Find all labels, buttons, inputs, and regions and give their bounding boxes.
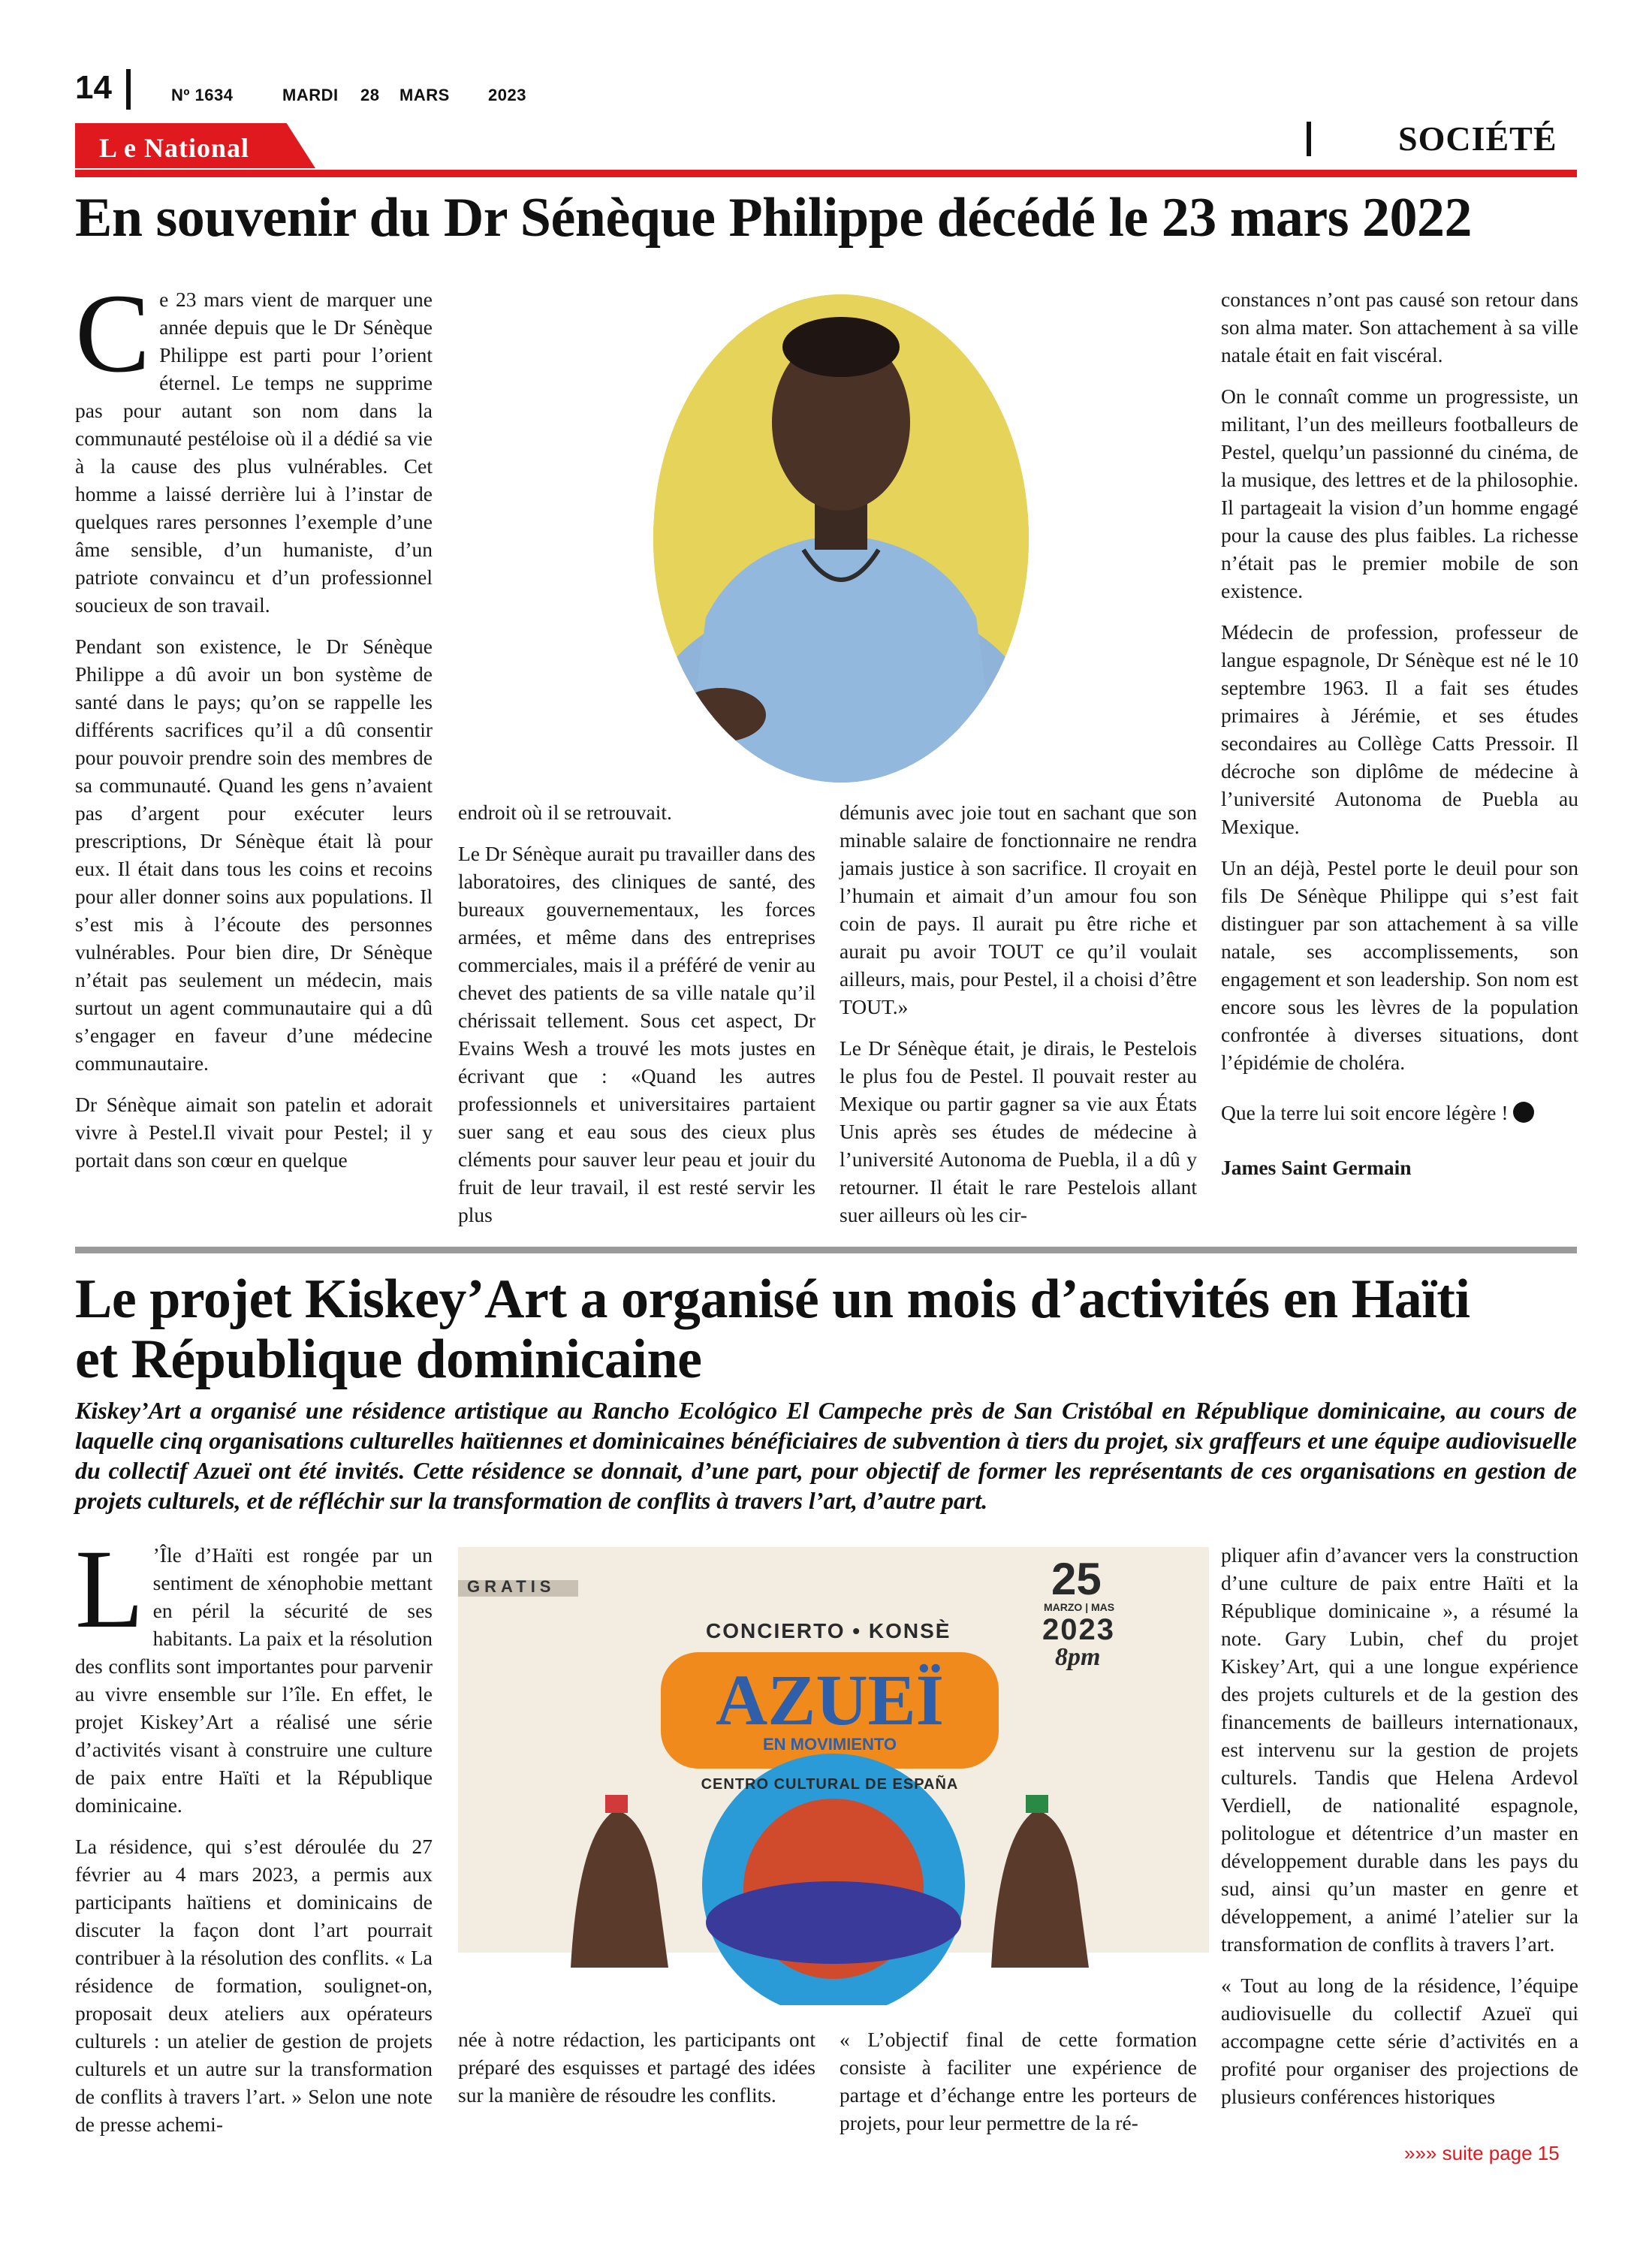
article1-headline: En souvenir du Dr Sénèque Philippe décédé le 23 mars 2022	[75, 187, 1473, 249]
article1-paragraph: On le connaît comme un progressiste, un militant, l’un des meilleurs footballeurs de Pestel, quelqu’un passionné du cinéma, de la musique, des lettres et de la philosophie. Il partageait la vision d’un homme engagé pour la cause des plus faibles. La richesse n’était pas le premier mobile de son existence.	[1221, 385, 1578, 602]
article2-headline-line2: et République dominicaine	[75, 1329, 702, 1390]
end-mark-icon	[1513, 1102, 1534, 1123]
article1-column-2	[458, 798, 815, 1242]
article-divider	[75, 1247, 1577, 1253]
article2-paragraph: « L’objectif final de cette formation consiste à faciliter une expérience de partage et d’échange entre les porteurs de projets, pour leur permettre de la ré-	[840, 2028, 1197, 2134]
article1-paragraph: Médecin de profession, professeur de langue espagnole, Dr Sénèque est né le 10 septembre 1963. Il a fait ses études primaires à Jérémie, et ses études secondaires au Collège Catts Pressoir. Il décroche son diplôme de médecine à l’université Autonoma de Puebla au Mexique.	[1221, 620, 1578, 838]
article1-paragraph: Un an déjà, Pestel porte le deuil pour son fils De Sénèque Philippe qui s’est fait distinguer par son attachement à sa ville natale, ses accomplissements, son engagement et son leadership. Son nom est encore sous les lèvres de la population confrontée à diverses situations, dont l’épidémie de choléra.	[1221, 856, 1578, 1074]
issue-number: Nº 1634	[171, 86, 234, 104]
page-number: 14	[75, 69, 112, 106]
page-number-divider	[126, 69, 131, 110]
article1-column-1	[75, 271, 433, 1187]
poster-venue: CENTRO CULTURAL DE ESPAÑA	[701, 1776, 959, 1793]
article2-paragraph: La résidence, qui s’est déroulée du 27 février au 4 mars 2023, a permis aux participants haïtiens et dominicains de discuter la façon dont l’art pourrait contribuer à la résolution des conflits. « La résidence de formation, soulignet-on, proposait deux ateliers aux opérateurs culturels : un atelier de gestion de projets culturels et un autre sur la transformation de conflits à travers l’art. » Selon une note de presse achemi-	[75, 1835, 433, 2136]
poster-time: 8pm	[1055, 1643, 1101, 1671]
poster-subtitle: CONCIERTO • KONSÈ	[706, 1619, 951, 1642]
brand-name: L e National	[99, 133, 250, 163]
article2-paragraph: « Tout au long de la résidence, l’équipe audiovisuelle du collectif Azueï qui accompagne cette série d’activités en a profité pour organiser des projections de plusieurs conférences historiques	[1221, 1974, 1578, 2108]
article2-lede: Kiskey’Art a organisé une résidence artistique au Rancho Ecológico El Campeche près de San Cristóbal en République dominicaine, au cours de laquelle cinq organisations culturelles haïtiennes et dominicaines bénéficiaires de subvention à tiers du projet, six graffeurs et une équipe audiovisuelle du collectif Azueï ont été invités. Cette résidence se donnait, d’une part, pour objectif de former les représentants de ces organisations en gestion de projets culturels, et de réfléchir sur la transformation de conflits à travers l’art, d’autre part.	[75, 1397, 1577, 1514]
article2-dropcap: L	[75, 1527, 144, 1651]
date-year: 2023	[488, 86, 526, 104]
article1-author: James Saint Germain	[1221, 1156, 1412, 1179]
article1-paragraph: endroit où il se retrouvait.	[458, 801, 672, 824]
event-poster	[458, 1547, 1209, 2005]
article2-column-1	[75, 1527, 433, 2152]
article2-headline	[75, 1269, 1577, 1389]
article2-paragraph: née à notre rédaction, les participants ont préparé des esquisses et partagé des idées sur la manière de résoudre les conflits.	[458, 2028, 815, 2107]
header-rule	[75, 170, 1577, 177]
article1-paragraph: Pendant son existence, le Dr Sénèque Philippe a dû avoir un bon système de santé dans le pays; qu’on se rappelle les différents sacrifices qu’il a dû consentir pour pouvoir prendre soin des membres de sa communauté. Quand les gens n’avaient pas d’argent pour exécuter leurs prescriptions, Dr Sénèque était là pour eux. Il était dans tous les coins et recoins pour aller donner soins aux populations. Il s’est mis à l’écoute des personnes vulnérables. Pour bien dire, Dr Sénèque n’était pas seulement un médecin, mais surtout un agent communautaire qui a dû s’engager en faveur d’une médecine communautaire.	[75, 635, 433, 1075]
article2-paragraph: ’Île d’Haïti est rongée par un sentiment de xénophobie mettant en péril la sécurité de ses habitants. La paix et la résolution des conflits sont importantes pour parvenir au vivre ensemble sur l’île. En effet, le projet Kiskey’Art a réalisé une série d’activités visant à construire une culture de paix entre Haïti et la République dominicaine.	[75, 1543, 433, 1817]
portrait-photo	[653, 294, 1029, 783]
article2-paragraph: pliquer afin d’avancer vers la construction d’une culture de paix entre Haïti et la République dominicaine », a résumé la note. Gary Lubin, chef du projet Kiskey’Art, qui a une longue expérience des projets culturels et de la gestion des financements de bailleurs internationaux, est intervenu sur la gestion de projets culturels. Tandis que Helena Ardevol Verdiell, de nationalité espagnole, politologue et détentrice d’un master en développement durable dans les pays du sud, ainsi qu’un master en genre et développement, a animé l’atelier sur la transformation de conflits à travers l’art.	[1221, 1543, 1578, 1956]
date-day: 28	[360, 86, 380, 104]
article2-column-3	[840, 2025, 1197, 2150]
weekday: MARDI	[282, 86, 339, 104]
article1-dropcap: C	[75, 271, 151, 396]
poster-free-label: GRATIS	[467, 1577, 556, 1596]
poster-title: AZUEÏ	[715, 1660, 945, 1740]
article2-column-2	[458, 2025, 815, 2122]
article1-paragraph: e 23 mars vient de marquer une année depuis que le Dr Sénèque Philippe est parti pour l’orient éternel. Le temps ne supprime pas pour autant son nom dans la communauté pestéloise où il a dédié sa vie à la cause des plus vulnérables. Cet homme a laissé derrière lui à l’instar de quelques rares personnes l’exemple d’une âme sensible, d’un humaniste, d’un patriote convaincu et d’un professionnel soucieux de son travail.	[75, 288, 433, 617]
article1-paragraph: Dr Sénèque aimait son patelin et adorait vivre à Pestel.Il vivait pour Pestel; il y portait dans son cœur en quelque	[75, 1093, 433, 1172]
article1-paragraph: démunis avec joie tout en sachant que son minable salaire de fonctionnaire ne rendra jamais justice à son sacrifice. Il croyait en l’humain et aimait d’un amour fou son coin de pays. Il aurait pu être riche et aurait pu avoir TOUT ce qu’il voulait ailleurs, mais, pour Pestel, il a choisi d’être TOUT.»	[840, 801, 1197, 1018]
poster-year: 2023	[1042, 1613, 1115, 1646]
section-divider	[1307, 122, 1311, 156]
article1-paragraph: Le Dr Sénèque était, je dirais, le Pestelois le plus fou de Pestel. Il pouvait rester au Mexique ou partir gagner sa vie aux États Unis après ses études de médecine à l’université Autonoma de Puebla, il a dû y retourner. Il était le rare Pestelois allant suer ailleurs où les cir-	[840, 1036, 1197, 1226]
article1-paragraph: Le Dr Sénèque aurait pu travailler dans des laboratoires, des cliniques de santé, des bureaux gouvernementaux, les forces armées, et même dans des entreprises commerciales, mais il a préféré de venir au chevet des patients de sa ville natale qu’il chérissait tellement. Sous cet aspect, Dr Evains Wesh a trouvé les mots justes en écrivant que : «Quand les autres professionnels et universitaires partaient suer sang et eau sous des cieux plus cléments pour sauver leur peau et jouir du fruit de leur travail, il est resté servir les plus	[458, 842, 815, 1226]
section-title: SOCIÉTÉ	[1398, 119, 1557, 158]
poster-month: MARZO | MAS	[1044, 1601, 1115, 1613]
article1-column-4	[1221, 285, 1578, 1195]
article1-paragraph: constances n’ont pas causé son retour dans son alma mater. Son attachement à sa ville natale était en fait viscéral.	[1221, 288, 1578, 366]
continued-on-page-link[interactable]: »»» suite page 15	[1404, 2142, 1560, 2164]
article1-closing-line: Que la terre lui soit encore légère !	[1221, 1101, 1509, 1124]
portrait-illustration	[653, 294, 1029, 783]
poster-day: 25	[1051, 1554, 1102, 1604]
date-month: MARS	[399, 86, 450, 104]
article2-headline-line1: Le projet Kiskey’Art a organisé un mois d’activités en Haïti	[75, 1268, 1470, 1330]
article2-column-4	[1221, 1541, 1578, 2124]
poster-tagline: EN MOVIMIENTO	[762, 1735, 897, 1754]
article1-column-3	[840, 798, 1197, 1242]
